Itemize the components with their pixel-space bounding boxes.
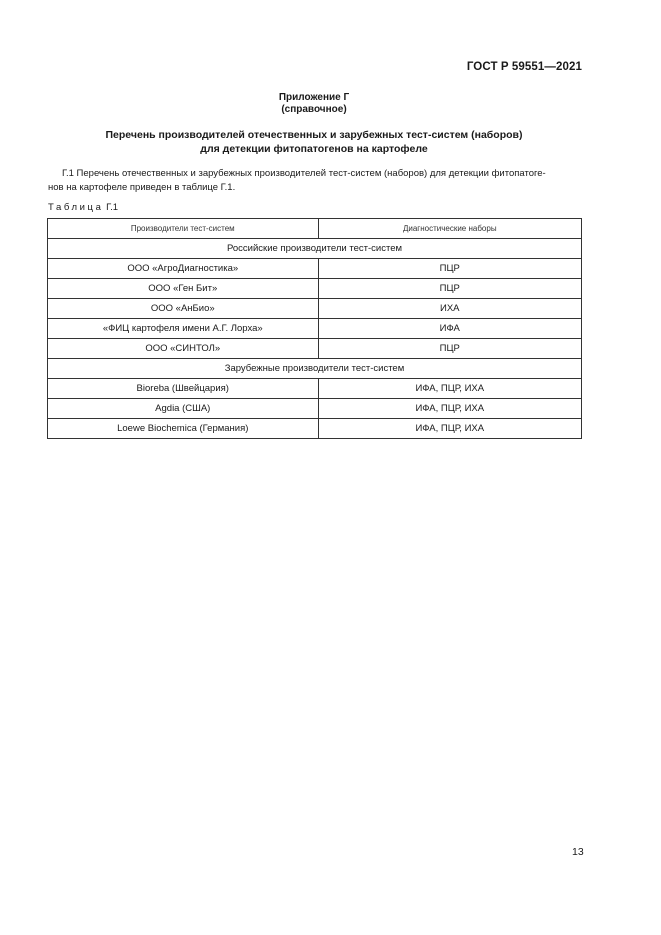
kits-cell: ИФА, ПЦР, ИХА [318,419,581,439]
kits-cell: ИФА, ПЦР, ИХА [318,399,581,419]
section-title-line-2: для детекции фитопатогенов на картофеле [200,143,428,155]
producer-cell: Bioreba (Швейцария) [48,379,319,399]
section-title-line-1: Перечень производителей отечественных и зарубежных тест-систем (наборов) [105,129,523,141]
kits-cell: ПЦР [318,279,581,299]
table-row [48,279,582,299]
table-row [48,379,582,399]
table-row [48,419,582,439]
table-caption-number: Г.1 [106,202,119,213]
section-title [0,128,628,156]
table-row [48,399,582,419]
kits-cell: ПЦР [318,259,581,279]
kits-cell: ИХА [318,299,581,319]
column-header-kits: Диагностические наборы [318,219,581,239]
kits-cell: ИФА [318,319,581,339]
producers-table [47,218,582,439]
intro-line-1: Г.1 Перечень отечественных и зарубежных производителей тест-систем (наборов) для детекции фитопатоге- [62,168,546,179]
appendix-type: (справочное) [281,104,347,115]
table-row [48,299,582,319]
kits-cell: ПЦР [318,339,581,359]
table-row [48,259,582,279]
table-row [48,339,582,359]
section-row [48,239,582,259]
intro-line-2: нов на картофеле приведен в таблице Г.1. [48,181,236,193]
producer-cell: ООО «АгроДиагностика» [48,259,319,279]
intro-paragraph [48,167,583,194]
document-code: ГОСТ Р 59551—2021 [466,61,582,73]
appendix-heading [0,92,628,116]
table-caption-word: Таблица [48,202,104,213]
producer-cell: ООО «АнБио» [48,299,319,319]
section-title-russian: Российские производители тест-систем [48,239,582,259]
page-number: 13 [572,846,584,858]
section-title-foreign: Зарубежные производители тест-систем [48,359,582,379]
kits-cell: ИФА, ПЦР, ИХА [318,379,581,399]
appendix-label: Приложение Г [278,92,350,103]
section-row [48,359,582,379]
table-row [48,319,582,339]
table-header-row [48,219,582,239]
column-header-producers: Производители тест-систем [48,219,319,239]
producer-cell: ООО «СИНТОЛ» [48,339,319,359]
producer-cell: ООО «Ген Бит» [48,279,319,299]
producer-cell: «ФИЦ картофеля имени А.Г. Лорха» [48,319,319,339]
producer-cell: Agdia (США) [48,399,319,419]
producer-cell: Loewe Biochemica (Германия) [48,419,319,439]
table-caption [48,202,118,213]
